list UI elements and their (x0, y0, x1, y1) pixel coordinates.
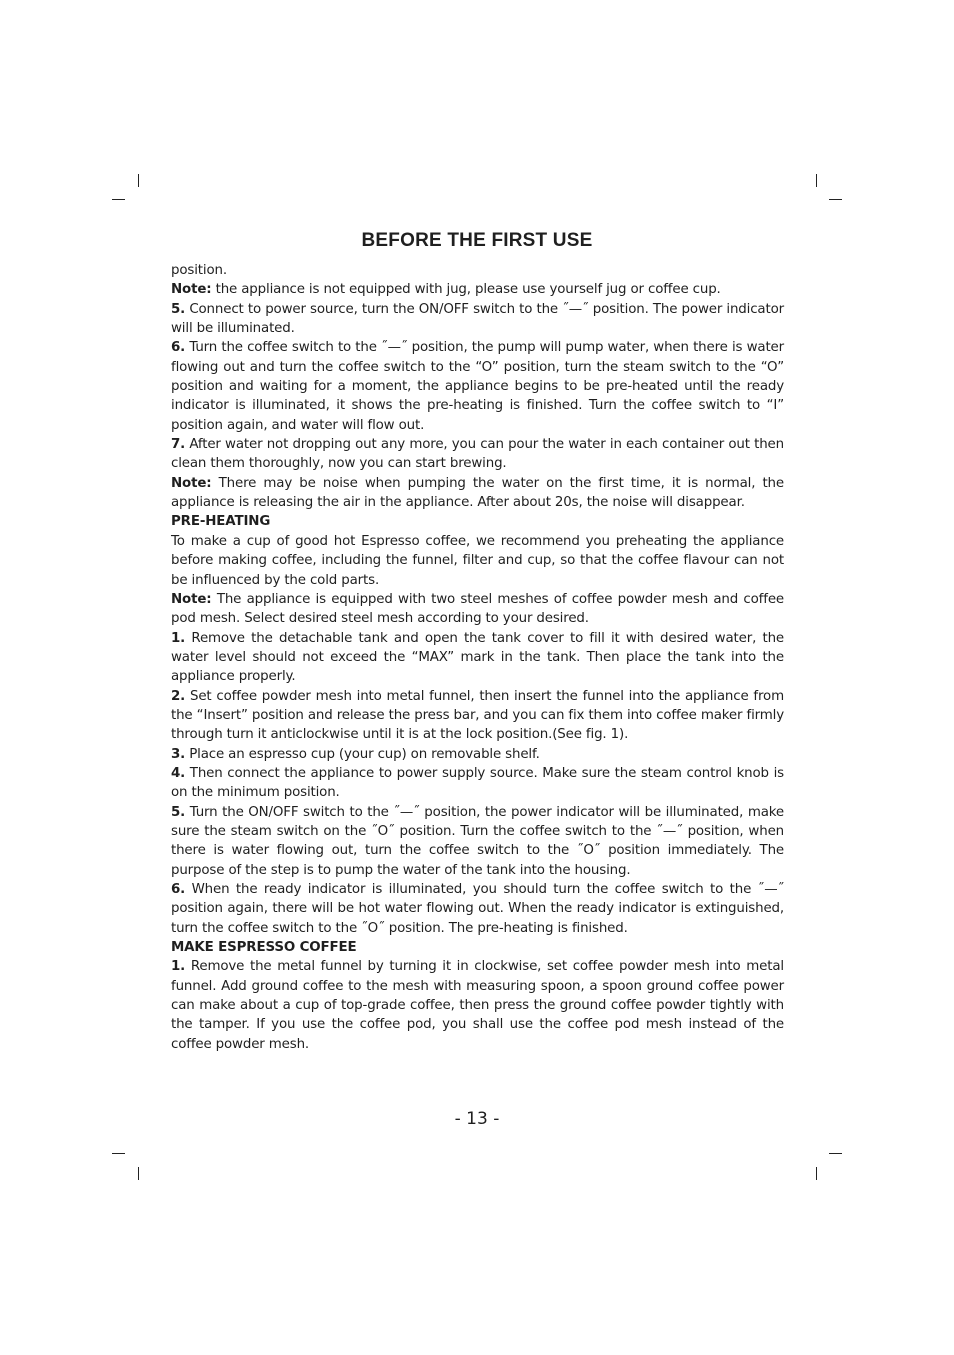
section-heading-espresso: MAKE ESPRESSO COFFEE (171, 940, 357, 956)
page-body (171, 261, 784, 1054)
crop-mark (112, 199, 125, 200)
paragraph: 4. Then connect the appliance to power supply source. Make sure the steam control knob is on the minimum position. (171, 765, 784, 801)
paragraph: Note: the appliance is not equipped with jug, please use yourself jug or coffee cup. (171, 282, 721, 298)
paragraph: Note: The appliance is equipped with two steel meshes of coffee powder mesh and coffee pod mesh. Select desired steel mesh according to your desired. (171, 591, 784, 627)
crop-mark (138, 174, 139, 187)
page-title: BEFORE THE FIRST USE (361, 230, 593, 251)
paragraph: 5. Connect to power source, turn the ON/OFF switch to the ˝—˝ position. The power indicator will be illuminated. (171, 301, 784, 337)
paragraph: 2. Set coffee powder mesh into metal funnel, then insert the funnel into the appliance from the “Insert” position and release the press bar, and you can fix them into coffee maker firmly through turn it anticlockwise until it is at the lock position.(See fig. 1). (171, 688, 784, 743)
paragraph: 5. Turn the ON/OFF switch to the ˝—˝ position, the power indicator will be illuminated, make sure the steam switch on the ˝O˝ position. Turn the coffee switch to the ˝—˝ position, when there is water flowing out, turn the coffee switch to the ˝O˝ position immediately. The purpose of the step is to pump the water of the tank into the housing. (171, 804, 784, 878)
paragraph: To make a cup of good hot Espresso coffee, we recommend you preheating the appliance before making coffee, including the funnel, filter and cup, so that the coffee flavour can not be influenced by the cold parts. (171, 533, 784, 588)
paragraph: 1. Remove the metal funnel by turning it in clockwise, set coffee powder mesh into metal funnel. Add ground coffee to the mesh with measuring spoon, a spoon ground coffee power can make about a cup of top-grade coffee, then press the ground coffee powder tightly with the tamper. If you use the coffee pod, you shall use the coffee pod mesh instead of the coffee powder mesh. (171, 959, 784, 1052)
page-number: - 13 - (454, 1109, 500, 1129)
crop-mark (816, 1167, 817, 1180)
crop-mark (112, 1153, 125, 1154)
paragraph: 7. After water not dropping out any more, you can pour the water in each container out then clean them thoroughly, now you can start brewing. (171, 437, 784, 472)
paragraph: position. (171, 263, 227, 278)
crop-mark (816, 174, 817, 187)
paragraph: Note: There may be noise when pumping the water on the first time, it is normal, the appliance is releasing the air in the appliance. After about 20s, the noise will disappear. (171, 475, 784, 511)
paragraph: 6. Turn the coffee switch to the ˝—˝ position, the pump will pump water, when there is water flowing out and turn the coffee switch to the “O” position, turn the steam switch to the “O” position and waiting for a moment, the appliance begins to be pre-heated until the ready indicator is illuminated, it shows the pre-heating is finished. Turn the coffee switch to “I” position again, and water will flow out. (171, 340, 784, 433)
crop-mark (138, 1167, 139, 1180)
paragraph: 3. Place an espresso cup (your cup) on removable shelf. (171, 746, 540, 762)
crop-mark (829, 199, 842, 200)
paragraph: 1. Remove the detachable tank and open the tank cover to fill it with desired water, the water level should not exceed the “MAX” mark in the tank. Then place the tank into the appliance properly. (171, 630, 784, 685)
section-heading-preheating: PRE-HEATING (171, 514, 271, 530)
paragraph: 6. When the ready indicator is illuminated, you should turn the coffee switch to the ˝—˝ position again, there will be hot water flowing out. When the ready indicator is extinguished, turn the coffee switch to the ˝O˝ position. The pre-heating is finished. (171, 882, 784, 936)
crop-mark (829, 1153, 842, 1154)
